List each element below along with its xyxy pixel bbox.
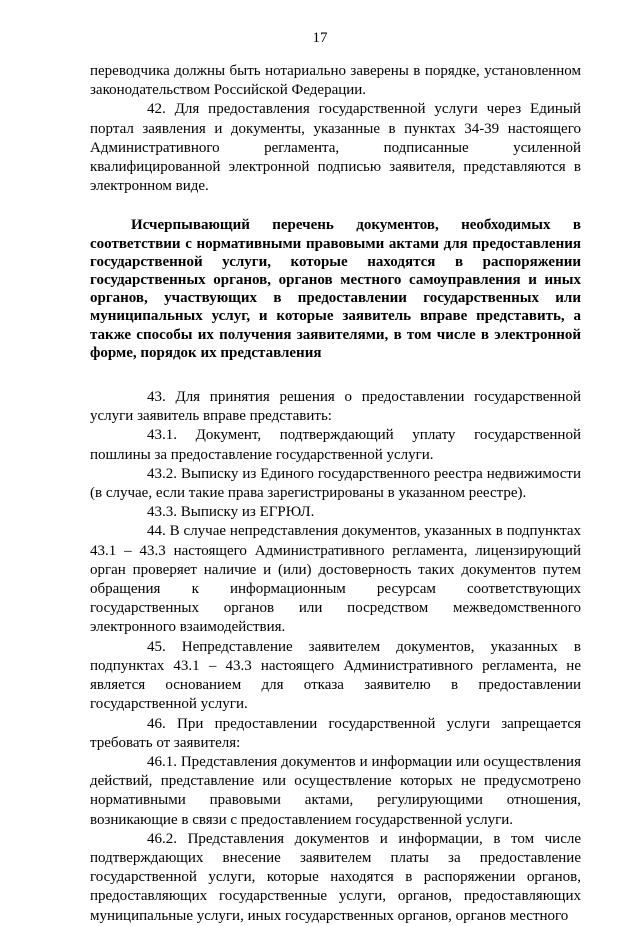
paragraph-43-3: 43.3. Выписку из ЕГРЮЛ. [147,504,315,521]
paragraph-44: 44. В случае непредставления документов, указанных в подпунктах 43.1 – 43.3 настоящего Административного регламента, лицензирующий орган проверяет наличие и (или) достоверность таких документов путем обращения к информационным ресурсам соответствующих государственных органов или посредством межведомственного электронного взаимодействия. [90,523,581,636]
paragraph-43-1: 43.1. Документ, подтверждающий уплату государственной пошлины за предоставление государственной услуги. [90,427,581,463]
paragraph-45: 45. Непредставление заявителем документов, указанных в подпунктах 43.1 – 43.3 настоящего Административного регламента, не является основанием для отказа заявителю в предоставлении государственной услуги. [90,638,581,713]
section-heading: Исчерпывающий перечень документов, необходимых в соответствии с нормативными правовыми актами для предоставления государственной услуги, которые находятся в распоряжении государственных органов, органов местного самоуправления и иных органов, участвующих в предоставлении государственных или муниципальных услуг, и которые заявитель вправе представить, а также способы их получения заявителями, в том числе в электронной форме, порядок их представления [90,217,581,361]
document-body [90,62,581,926]
page-number: 17 [312,30,328,46]
paragraph-46-2: 46.2. Представления документов и информации, в том числе подтверждающих внесение заявителем платы за предоставление государственной услуги, которые находятся в распоряжении органов, предоставляющих государственные услуги, органов, предоставляющих муниципальные услуги, иных государственных органов, органов местного [90,830,581,924]
paragraph-42: 42. Для предоставления государственной услуги через Единый портал заявления и документы, указанные в пунктах 34-39 настоящего Административного регламента, подписанные усиленной квалифицированной электронной подписью заявителя, представляются в электронном виде. [90,101,581,195]
paragraph-43: 43. Для принятия решения о предоставлении государственной услуги заявитель вправе представить: [90,389,581,425]
paragraph-43-2: 43.2. Выписку из Единого государственного реестра недвижимости (в случае, если такие права зарегистрированы в указанном реестре). [90,465,581,502]
paragraph-46-1: 46.1. Представления документов и информации или осуществления действий, представление или осуществление которых не предусмотрено нормативными правовыми актами, регулирующими отношения, возникающие в связи с предоставлением государственной услуги. [90,753,581,828]
paragraph-46: 46. При предоставлении государственной услуги запрещается требовать от заявителя: [90,715,581,751]
paragraph-continuation: переводчика должны быть нотариально заверены в порядке, установленном законодательством Российской Федерации. [90,63,581,99]
